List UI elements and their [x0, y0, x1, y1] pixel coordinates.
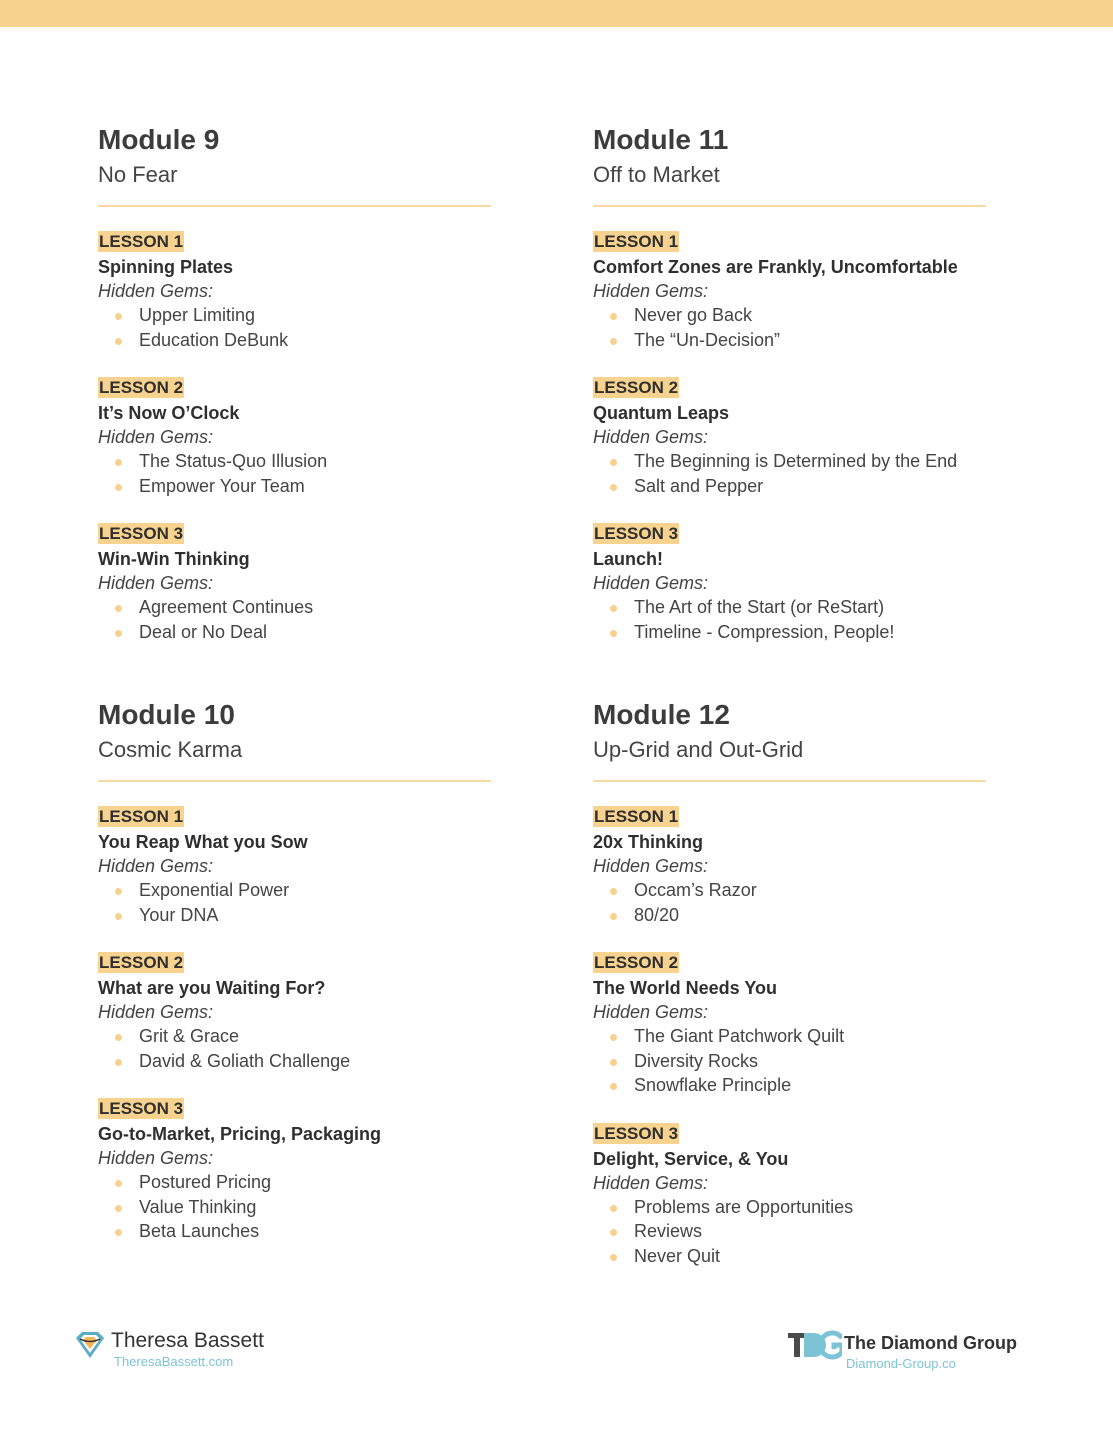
- hidden-gems-list: [98, 449, 491, 498]
- hidden-gems-list: [593, 1024, 986, 1098]
- lesson-label: LESSON 2: [594, 953, 679, 972]
- hidden-gems-list: [593, 449, 986, 498]
- lesson-label: LESSON 3: [99, 1099, 184, 1118]
- module-10: [98, 698, 491, 1269]
- lesson-label: LESSON 3: [594, 524, 679, 543]
- lesson-title: Quantum Leaps: [593, 403, 730, 423]
- lesson-label: LESSON 1: [99, 232, 184, 251]
- lesson-block: [593, 523, 986, 644]
- module-subtitle: Cosmic Karma: [98, 737, 243, 762]
- hidden-gem-item: Value Thinking: [98, 1195, 491, 1220]
- hidden-gems-label: Hidden Gems:: [98, 427, 214, 447]
- hidden-gems-list: [98, 303, 491, 352]
- footer-right-url[interactable]: Diamond-Group.co: [846, 1356, 956, 1371]
- module-9: [98, 123, 491, 669]
- diamond-logo-icon: [74, 1330, 106, 1360]
- hidden-gem-item: Upper Limiting: [98, 303, 491, 328]
- dg-logo-icon: [786, 1330, 842, 1360]
- module-divider: [98, 780, 491, 782]
- hidden-gems-list: [98, 1024, 491, 1073]
- hidden-gems-label: Hidden Gems:: [593, 856, 709, 876]
- module-subtitle: Off to Market: [593, 162, 720, 187]
- lesson-title: What are you Waiting For?: [98, 978, 326, 998]
- hidden-gems-label: Hidden Gems:: [593, 427, 709, 447]
- lesson-block: [593, 231, 986, 352]
- footer-brand-theresa-bassett: [74, 1326, 334, 1376]
- lesson-block: [593, 377, 986, 498]
- lesson-title: You Reap What you Sow: [98, 832, 308, 852]
- hidden-gem-item: Problems are Opportunities: [593, 1195, 986, 1220]
- module-title: Module 12: [593, 699, 730, 730]
- lesson-list: [98, 806, 491, 1244]
- hidden-gems-list: [593, 303, 986, 352]
- lesson-title: Win-Win Thinking: [98, 549, 250, 569]
- hidden-gem-item: Never go Back: [593, 303, 986, 328]
- module-title: Module 10: [98, 699, 235, 730]
- hidden-gem-item: The Giant Patchwork Quilt: [593, 1024, 986, 1049]
- lesson-title: Spinning Plates: [98, 257, 234, 277]
- lesson-title: The World Needs You: [593, 978, 778, 998]
- lesson-label: LESSON 3: [594, 1123, 679, 1143]
- module-subtitle: No Fear: [98, 162, 178, 187]
- hidden-gems-label: Hidden Gems:: [98, 1002, 214, 1022]
- module-11: [593, 123, 986, 669]
- module-divider: [593, 205, 986, 207]
- hidden-gems-list: [593, 1195, 986, 1269]
- hidden-gems-label: Hidden Gems:: [98, 856, 214, 876]
- module-subtitle: Up-Grid and Out-Grid: [593, 737, 804, 762]
- hidden-gem-item: The Status-Quo Illusion: [98, 449, 491, 474]
- hidden-gems-label: Hidden Gems:: [98, 573, 214, 593]
- hidden-gem-item: The Art of the Start (or ReStart): [593, 595, 986, 620]
- lesson-title: 20x Thinking: [593, 832, 704, 852]
- lesson-block: [593, 1123, 986, 1269]
- module-title: Module 9: [98, 124, 220, 155]
- hidden-gem-item: Reviews: [593, 1219, 986, 1244]
- hidden-gems-label: Hidden Gems:: [98, 281, 214, 301]
- lesson-title: Delight, Service, & You: [593, 1148, 789, 1169]
- lesson-block: [593, 952, 986, 1098]
- hidden-gems-label: Hidden Gems:: [98, 1148, 214, 1168]
- lesson-title: Go-to-Market, Pricing, Packaging: [98, 1124, 382, 1144]
- lesson-label: LESSON 1: [594, 807, 679, 826]
- lesson-block: [98, 952, 491, 1073]
- footer-brand-diamond-group: [786, 1326, 1046, 1376]
- hidden-gem-item: Empower Your Team: [98, 474, 491, 499]
- hidden-gem-item: The Beginning is Determined by the End: [593, 449, 986, 474]
- lesson-list: [593, 806, 986, 1268]
- lesson-list: [593, 231, 986, 644]
- lesson-block: [98, 377, 491, 498]
- lesson-label: LESSON 2: [594, 378, 679, 397]
- hidden-gem-item: Occam’s Razor: [593, 878, 986, 903]
- hidden-gem-item: Education DeBunk: [98, 328, 491, 353]
- hidden-gems-label: Hidden Gems:: [593, 1002, 709, 1022]
- hidden-gem-item: Diversity Rocks: [593, 1049, 986, 1074]
- module-divider: [593, 780, 986, 782]
- lesson-title: Launch!: [593, 549, 663, 569]
- hidden-gem-item: Postured Pricing: [98, 1170, 491, 1195]
- footer-left-url[interactable]: TheresaBassett.com: [114, 1354, 234, 1369]
- hidden-gem-item: David & Goliath Challenge: [98, 1049, 491, 1074]
- lesson-block: [98, 231, 491, 352]
- module-12: [593, 698, 986, 1293]
- lesson-block: [98, 806, 491, 927]
- module-divider: [98, 205, 491, 207]
- lesson-label: LESSON 1: [594, 232, 679, 251]
- lesson-block: [98, 1098, 491, 1244]
- top-accent-bar: [0, 0, 1113, 27]
- lesson-list: [98, 231, 491, 644]
- hidden-gem-item: The “Un-Decision”: [593, 328, 986, 353]
- hidden-gem-item: Snowflake Principle: [593, 1073, 986, 1098]
- hidden-gems-list: [98, 1170, 491, 1244]
- lesson-block: [98, 523, 491, 644]
- footer-left-name: Theresa Bassett: [111, 1329, 264, 1352]
- module-title: Module 11: [593, 124, 729, 155]
- hidden-gems-list: [593, 595, 986, 644]
- lesson-label: LESSON 2: [99, 378, 184, 397]
- lesson-label: LESSON 3: [99, 524, 184, 543]
- hidden-gems-list: [593, 878, 986, 927]
- hidden-gem-item: Timeline - Compression, People!: [593, 620, 986, 645]
- hidden-gem-item: Your DNA: [98, 903, 491, 928]
- hidden-gems-list: [98, 878, 491, 927]
- hidden-gem-item: Grit & Grace: [98, 1024, 491, 1049]
- hidden-gem-item: Never Quit: [593, 1244, 986, 1269]
- hidden-gems-label: Hidden Gems:: [593, 281, 709, 301]
- hidden-gem-item: Exponential Power: [98, 878, 491, 903]
- hidden-gems-label: Hidden Gems:: [593, 573, 709, 593]
- lesson-block: [593, 806, 986, 927]
- footer-right-name: The Diamond Group: [844, 1333, 1017, 1353]
- hidden-gem-item: Salt and Pepper: [593, 474, 986, 499]
- hidden-gem-item: Beta Launches: [98, 1219, 491, 1244]
- lesson-title: Comfort Zones are Frankly, Uncomfortable: [593, 257, 958, 277]
- hidden-gems-label: Hidden Gems:: [593, 1172, 709, 1193]
- hidden-gem-item: 80/20: [593, 903, 986, 928]
- lesson-label: LESSON 2: [99, 953, 184, 972]
- hidden-gems-list: [98, 595, 491, 644]
- hidden-gem-item: Deal or No Deal: [98, 620, 491, 645]
- lesson-label: LESSON 1: [99, 807, 184, 826]
- hidden-gem-item: Agreement Continues: [98, 595, 491, 620]
- lesson-title: It’s Now O’Clock: [98, 403, 240, 423]
